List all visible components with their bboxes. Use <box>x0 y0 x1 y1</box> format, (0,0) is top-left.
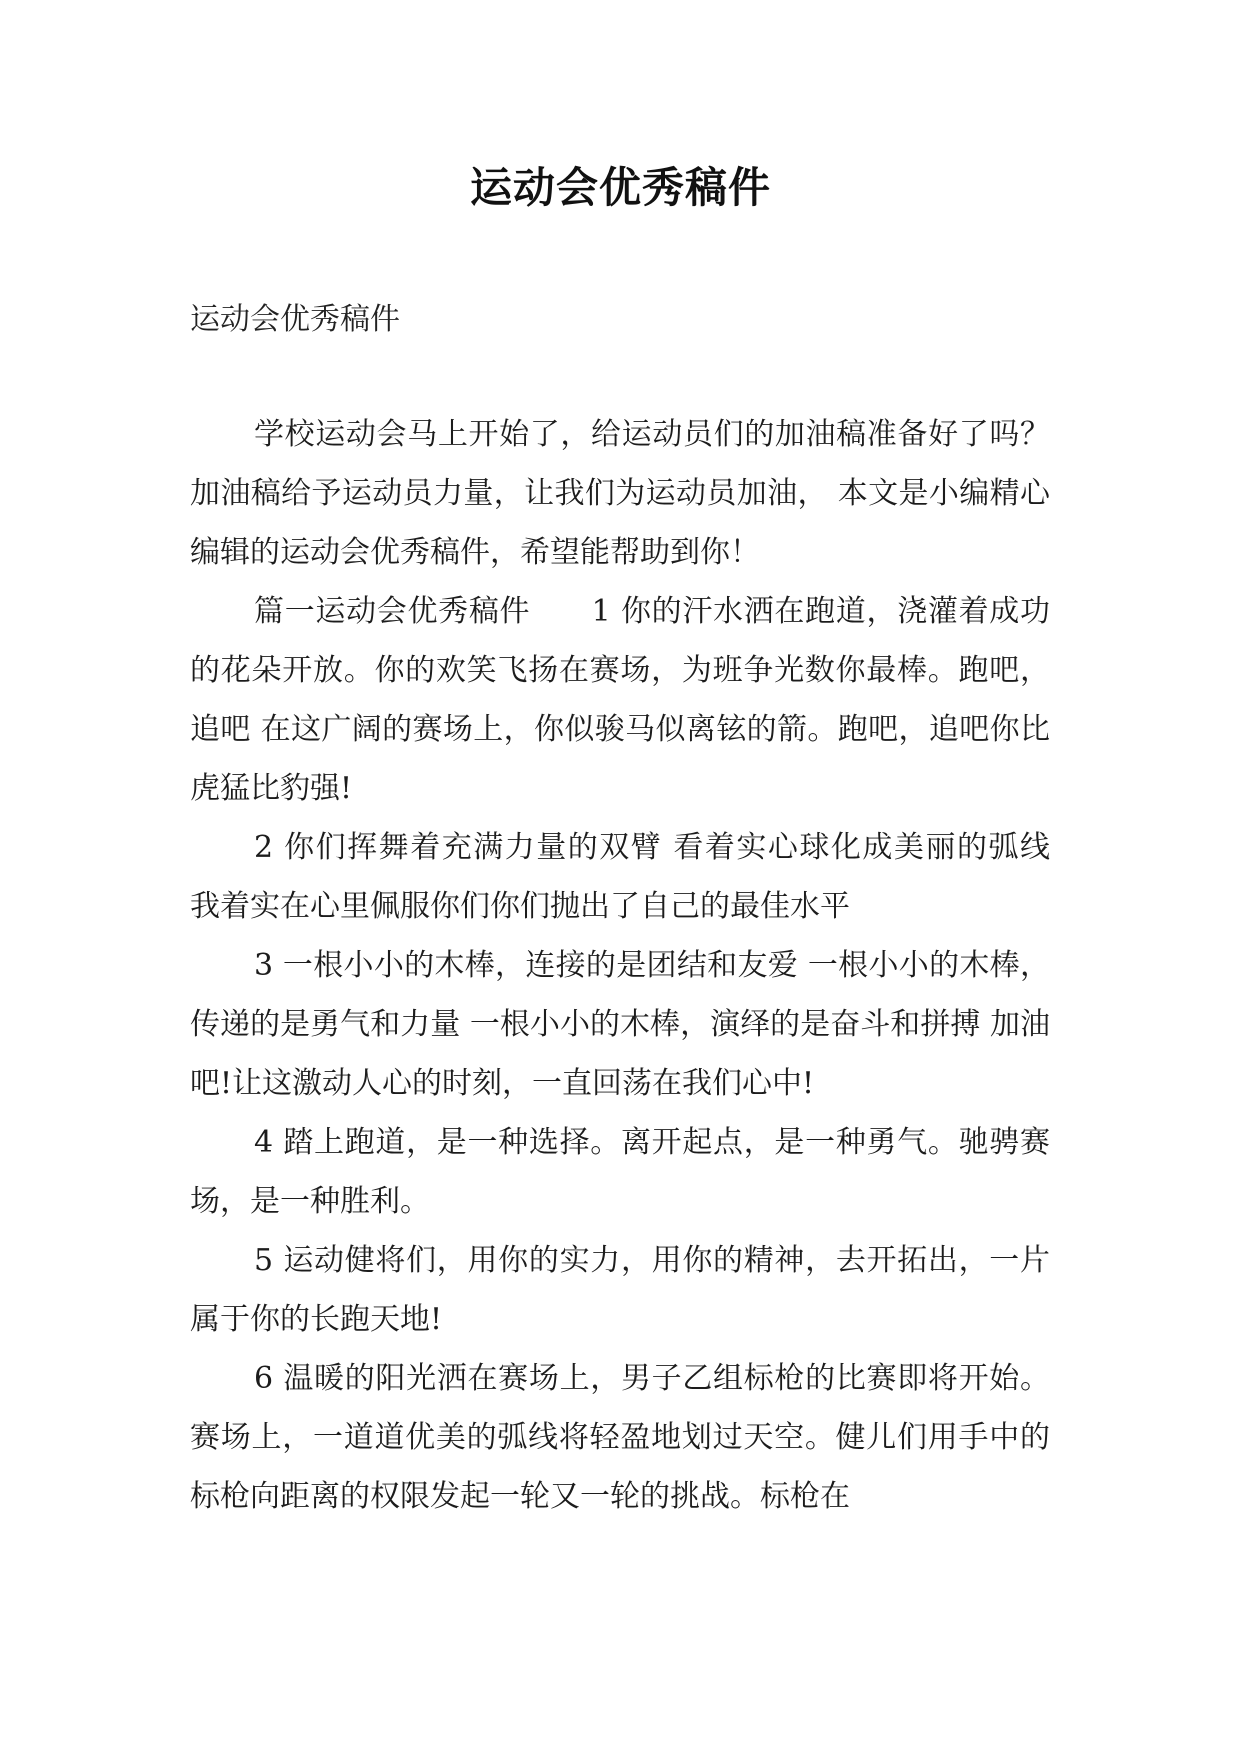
paragraph-5: 5 运动健将们，用你的实力，用你的精神，去开拓出，一片属于你的长跑天地! <box>190 1243 1050 1337</box>
paragraph-6: 6 温暖的阳光洒在赛场上，男子乙组标枪的比赛即将开始。赛场上，一道道优美的弧线将轻盈地划过天空。健儿们用手中的标枪向距离的权限发起一轮又一轮的挑战。标枪在 <box>190 1361 1050 1514</box>
paragraph-3: 3 一根小小的木棒，连接的是团结和友爱 一根小小的木棒，传递的是勇气和力量 一根小小的木棒，演绎的是奋斗和拼搏 加油吧!让这激动人心的时刻，一直回荡在我们心中! <box>190 948 1050 1101</box>
document-subtitle: 运动会优秀稿件 <box>190 302 400 337</box>
document-title: 运动会优秀稿件 <box>469 163 771 212</box>
paragraph-2: 2 你们挥舞着充满力量的双臂 看着实心球化成美丽的弧线 我着实在心里佩服你们你们抛出了自己的最佳水平 <box>190 830 1050 924</box>
document-body <box>190 405 1050 1526</box>
paragraph-4: 4 踏上跑道，是一种选择。离开起点，是一种勇气。驰骋赛场，是一种胜利。 <box>190 1125 1050 1219</box>
paragraph-intro: 学校运动会马上开始了，给运动员们的加油稿准备好了吗？加油稿给予运动员力量，让我们为运动员加油， 本文是小编精心编辑的运动会优秀稿件，希望能帮助到你！ <box>190 417 1050 570</box>
paragraph-1: 篇一运动会优秀稿件 1 你的汗水洒在跑道，浇灌着成功的花朵开放。你的欢笑飞扬在赛场，为班争光数你最棒。跑吧，追吧 在这广阔的赛场上，你似骏马似离铉的箭。跑吧，追吧你比虎猛比豹强! <box>190 594 1050 806</box>
